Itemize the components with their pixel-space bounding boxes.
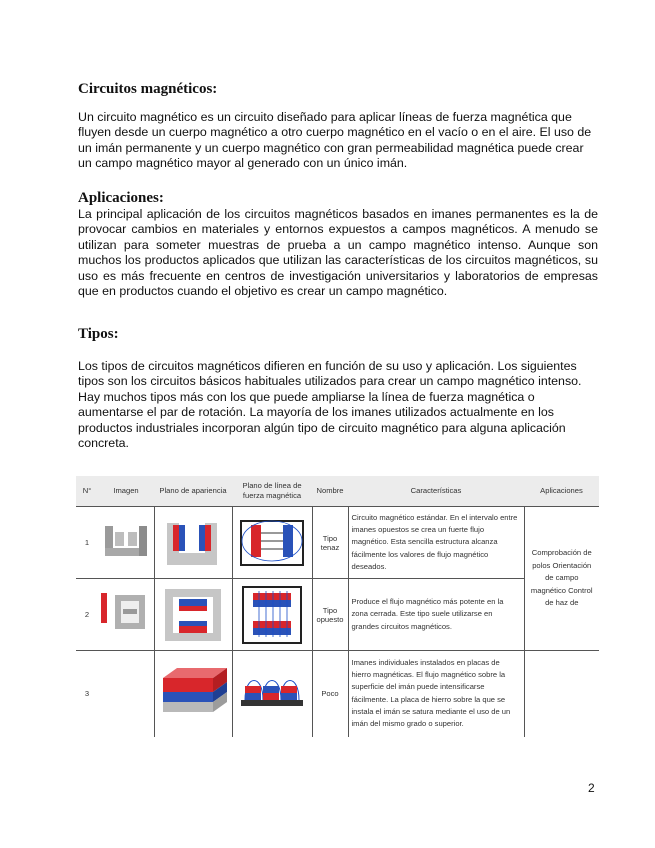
page-number: 2: [588, 781, 595, 795]
appearance-diagram: [154, 507, 232, 579]
header-n: N°: [76, 476, 98, 507]
circuit-name: Poco: [312, 651, 348, 737]
field-lines-diagram: [232, 507, 312, 579]
product-photo-empty: [98, 651, 154, 737]
product-photo: [98, 579, 154, 651]
header-imagen: Imagen: [98, 476, 154, 507]
heading-circuitos: Circuitos magnéticos:: [78, 81, 218, 97]
circuit-name: Tipo tenaz: [312, 507, 348, 579]
header-plano: Plano de apariencia: [154, 476, 232, 507]
table-row: [76, 507, 599, 579]
circuit-description: Produce el flujo magnético más potente en la zona cerrada. Este tipo suele utilizarse en grandes circuitos magnéticos.: [348, 579, 524, 651]
table-row: [76, 579, 599, 651]
appearance-diagram: [154, 579, 232, 651]
header-caracteristicas: Características: [348, 476, 524, 507]
field-lines-diagram: [232, 579, 312, 651]
header-aplicaciones: Aplicaciones: [524, 476, 599, 507]
paragraph-circuitos: Un circuito magnético es un circuito diseñado para aplicar líneas de fuerza magnética que fluyen desde un cuerpo magnético a otro cuerpo magnético en el vacío o en el aire. El uso de un imán permanente y un cuerpo magnético con gran permeabilidad magnética puede crear un campo magnético mayor al generado con un único imán.: [78, 110, 592, 171]
heading-tipos: Tipos:: [78, 326, 119, 342]
table-row: [76, 651, 599, 737]
magnetic-circuits-table: [76, 476, 599, 737]
header-nombre: Nombre: [312, 476, 348, 507]
applications-cell: Comprobación de polos Orientación de campo magnético Control de haz de: [524, 507, 599, 651]
circuit-name: Tipo opuesto: [312, 579, 348, 651]
appearance-diagram: [154, 651, 232, 737]
header-plano-lineas: Plano de línea de fuerza magnética: [232, 476, 312, 507]
applications-cell-empty: [524, 651, 599, 737]
row-number: 3: [84, 689, 90, 699]
circuit-description: Circuito magnético estándar. En el intervalo entre imanes opuestos se crea un fuerte flujo magnético. Esta sencilla estructura alcanza fácilmente los valores de flujo magnético deseados.: [348, 507, 524, 579]
table-header-row: [76, 476, 599, 507]
row-number: 1: [76, 507, 98, 579]
heading-aplicaciones: Aplicaciones:: [78, 190, 164, 206]
field-lines-diagram: [232, 651, 312, 737]
circuit-description: Imanes individuales instalados en placas de hierro magnéticas. El flujo magnético sobre la superficie del imán puede intensificarse fácilmente. La placa de hierro sobre la que se instala el imán se satura mediante el uso de un imán del mismo grado o superior.: [348, 651, 524, 737]
paragraph-aplicaciones: La principal aplicación de los circuitos magnéticos basados en imanes permanentes es la de provocar cambios en materiales y entornos expuestos a campos magnéticos. A menudo se utilizan para someter muestras de prueba a un campo magnético intenso. Aunque son muchos los productos aplicados que utilizan las características de los circuitos magnéticos, su uso es más frecuente en centros de investigación universitarios y laboratorios de empresas que en productos cuando el objetivo es crear un campo magnético.: [78, 207, 598, 299]
product-photo: [98, 507, 154, 579]
row-number: 2: [76, 579, 98, 651]
paragraph-tipos: Los tipos de circuitos magnéticos difieren en función de su uso y aplicación. Los siguientes tipos son los circuitos básicos habituales utilizados para crear un campo magnético intenso. Hay muchos tipos más con los que puede ampliarse la línea de fuerza magnética o aumentarse el par de rotación. La mayoría de los imanes utilizados actualmente en los productos industriales incorporan algún tipo de circuito magnético para alguna aplicación concreta.: [78, 359, 582, 451]
